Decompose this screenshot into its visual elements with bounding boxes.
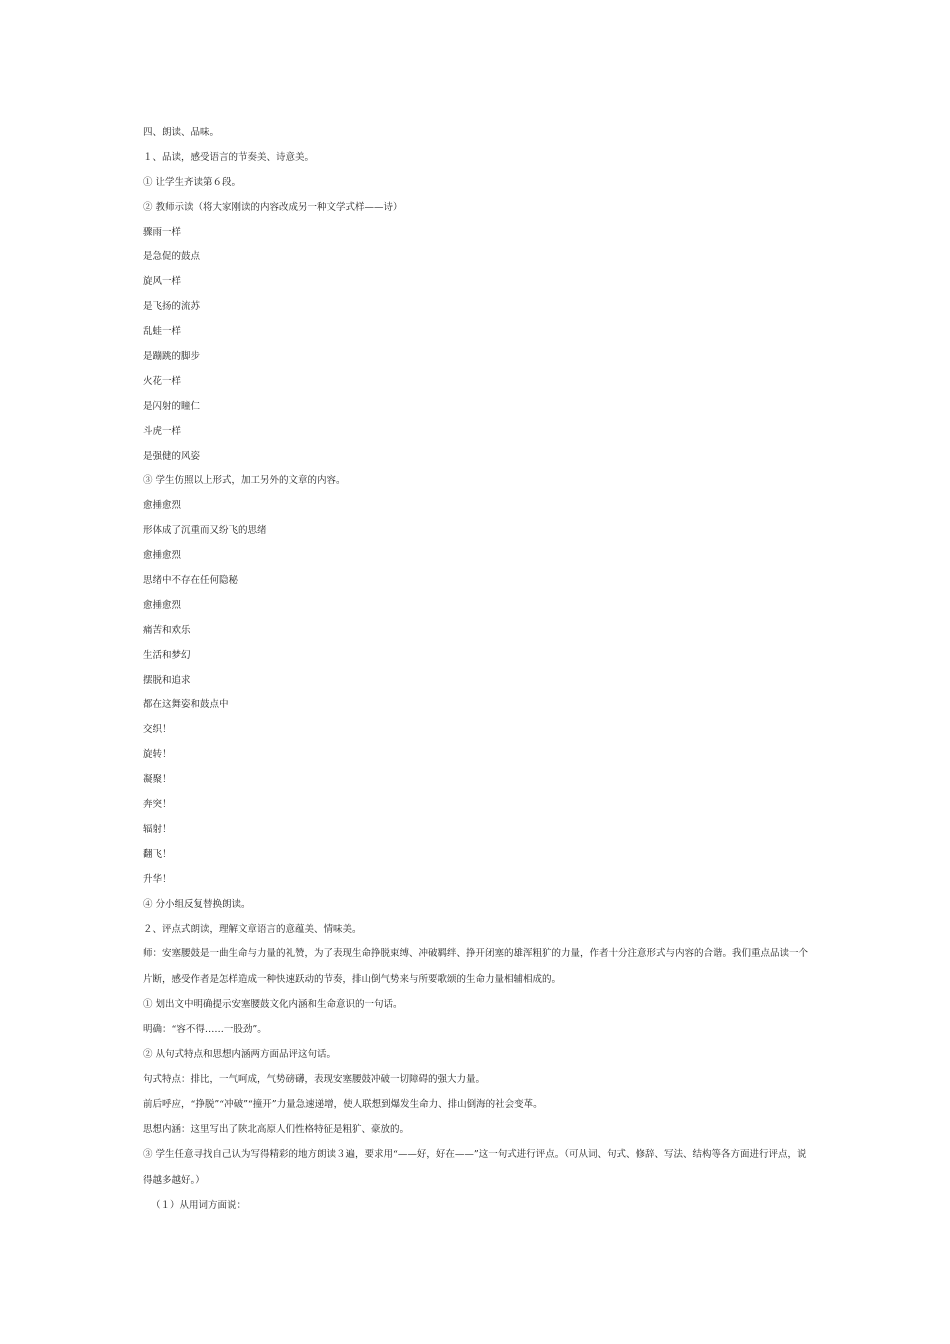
text-line: 明确：“容不得……一股劲”。 xyxy=(143,1024,267,1036)
text-line: 思绪中不存在任何隐秘 xyxy=(143,575,239,587)
text-line: 奔突！ xyxy=(143,799,172,811)
text-line: 翻飞！ xyxy=(143,848,172,860)
text-line: 升华！ xyxy=(143,873,172,885)
text-line: 生活和梦幻 xyxy=(143,649,191,661)
text-line: 思想内涵：这里写出了陕北高原人们性格特征是粗犷、豪放的。 xyxy=(143,1123,410,1135)
text-line: 是强健的风姿 xyxy=(143,450,201,462)
text-line: ② 教师示读（将大家刚读的内容改成另一种文学式样——诗） xyxy=(143,201,403,213)
text-line: 交织！ xyxy=(143,724,172,736)
text-line: 是急促的鼓点 xyxy=(143,251,201,263)
sub-heading-word-choice: （１）从用词方面说： xyxy=(151,1199,247,1211)
text-line: 愈捶愈烈 xyxy=(143,550,182,562)
text-line: ② 从句式特点和思想内涵两方面品评这句话。 xyxy=(143,1049,337,1061)
text-line: 骤雨一样 xyxy=(143,226,182,238)
text-line: ④ 分小组反复替换朗读。 xyxy=(143,898,251,910)
text-line: １、品读，感受语言的节奏美、诗意美。 xyxy=(143,151,315,163)
text-line: ２、评点式朗读，理解文章语言的意蕴美、情味美。 xyxy=(143,923,362,935)
document-body xyxy=(143,127,808,1225)
text-line: 是闪射的瞳仁 xyxy=(143,400,201,412)
text-line: 辐射！ xyxy=(143,823,172,835)
text-line: 火花一样 xyxy=(143,375,182,387)
text-line: 四、朗读、品味。 xyxy=(143,127,220,138)
text-line: ③ 学生仿照以上形式，加工另外的文章的内容。 xyxy=(143,475,346,487)
text-line: ① 划出文中明确提示安塞腰鼓文化内涵和生命意识的一句话。 xyxy=(143,999,403,1011)
text-line: 愈捶愈烈 xyxy=(143,500,182,512)
text-line: 旋转！ xyxy=(143,749,172,761)
text-line: 句式特点：排比，一气呵成，气势磅礴，表现安塞腰鼓冲破一切障碍的强大力量。 xyxy=(143,1074,486,1086)
analysis-lines xyxy=(143,999,808,1135)
teacher-paragraph: 师：安塞腰鼓是一曲生命与力量的礼赞，为了表现生命挣脱束缚、冲破羁绊、挣开闭塞的雄浑粗犷的力量，作者十分注意形式与内容的合谐。我们重点品读一个片断，感受作者是怎样造成一种快速跃动的节奏，排山倒气势来与所要歌颂的生命力量相辅相成的。 xyxy=(143,948,809,986)
text-line: 都在这舞姿和鼓点中 xyxy=(143,699,229,711)
text-line: 旋风一样 xyxy=(143,276,182,288)
text-line: 形体成了沉重而又纷飞的思绪 xyxy=(143,525,267,537)
text-line: ① 让学生齐读第６段。 xyxy=(143,176,242,188)
lesson-lines xyxy=(143,127,808,936)
text-line: 是蹦跳的脚步 xyxy=(143,351,201,363)
text-line: 斗虎一样 xyxy=(143,425,182,437)
text-line: 痛苦和欢乐 xyxy=(143,624,191,636)
student-task-paragraph: ③ 学生任意寻找自己认为写得精彩的地方朗读３遍，要求用“——好，好在——”这一句式进行评点。（可从词、句式、修辞、写法、结构等各方面进行评点，说得越多越好。） xyxy=(143,1148,807,1186)
text-line: 是飞扬的流苏 xyxy=(143,301,201,313)
text-line: 前后呼应，“挣脱”“冲破”“撞开”力量急速递增，使人联想到爆发生命力、排山倒海的社会变革。 xyxy=(143,1098,543,1110)
text-line: 凝聚！ xyxy=(143,774,172,786)
text-line: 摆脱和追求 xyxy=(143,674,191,686)
text-line: 乱蛙一样 xyxy=(143,326,182,338)
text-line: 愈捶愈烈 xyxy=(143,599,182,611)
